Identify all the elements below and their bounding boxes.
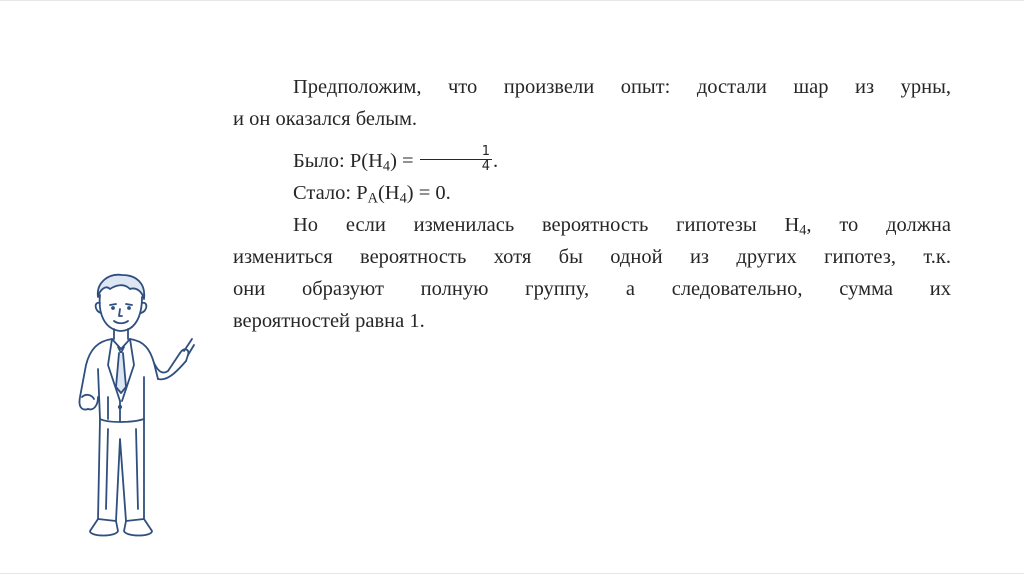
paragraph-conclusion-line-3: они образуют полную группу, а следовательно, сумма их — [233, 278, 951, 300]
fraction-numerator: 1 — [420, 145, 492, 160]
paragraph-conclusion-line-1-end: , то должна — [806, 214, 952, 236]
formula-became — [233, 177, 951, 209]
formula-became-mid: (H — [377, 182, 400, 204]
paragraph-conclusion-subscript: 4 — [799, 222, 807, 239]
formula-was-equals: ) = — [390, 150, 414, 172]
paragraph-conclusion-line-1 — [233, 209, 951, 241]
paragraph-experiment-line-2: и он оказался белым. — [233, 108, 418, 130]
paragraph-experiment — [233, 71, 951, 135]
formula-was-label: Было: P(H — [293, 150, 383, 172]
formula-became-end: ) = 0. — [406, 182, 451, 204]
paragraph-conclusion-line-4: вероятностей равна 1. — [233, 310, 425, 332]
businessman-pointing-icon — [46, 269, 196, 569]
paragraph-conclusion-line-1-text: Но если изменилась вероятность гипотезы H — [293, 214, 800, 236]
fraction-one-quarter — [420, 145, 492, 174]
paragraph-conclusion-line-2: измениться вероятность хотя бы одной из других гипотез, т.к. — [233, 246, 951, 268]
formula-was — [233, 145, 951, 177]
formula-was-end: . — [492, 150, 499, 172]
formula-became-label: Стало: P — [293, 182, 368, 204]
paragraph-experiment-line-1: Предположим, что произвели опыт: достали шар из урны, — [293, 76, 951, 98]
slide-text — [233, 71, 951, 337]
paragraph-conclusion — [233, 209, 951, 337]
formula-became-subscript-4: 4 — [399, 190, 407, 207]
fraction-denominator: 4 — [481, 158, 490, 174]
formula-was-subscript: 4 — [382, 158, 391, 175]
formula-became-subscript-a: A — [367, 190, 378, 207]
